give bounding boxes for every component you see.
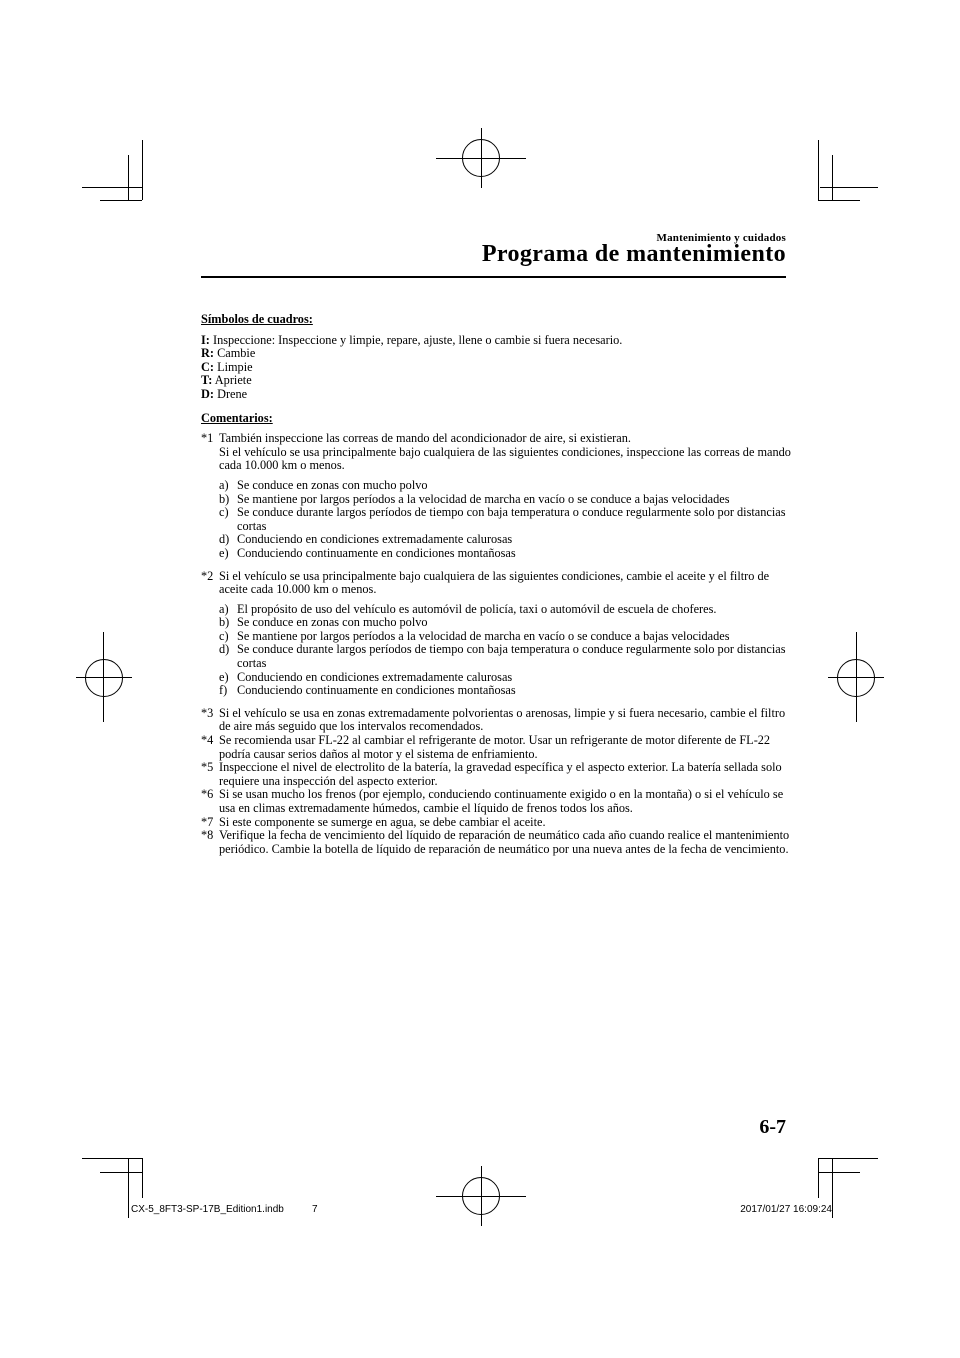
condition-letter: d): [219, 532, 230, 547]
condition-text: Se conduce durante largos períodos de tiempo con baja temperatura o conduce regularmente solo por distancias cortas: [237, 642, 786, 671]
condition-letter: a): [219, 477, 229, 492]
comment-mark: *6: [201, 787, 214, 802]
comment-text: También inspeccione las correas de mando del acondicionador de aire, si existieran.: [219, 431, 631, 446]
symbols-heading: Símbolos de cuadros:: [201, 312, 313, 326]
comment-mark: *2: [201, 568, 214, 583]
comment-mark: *4: [201, 733, 214, 748]
comment-text: Si se usan mucho los frenos (por ejemplo, conduciendo continuamente exigido o en la montaña) o si el vehículo se usa en climas extremadamente húmedos, cambie el líquido de frenos todos los años.: [219, 787, 784, 815]
comment-text: Se recomienda usar FL-22 al cambiar el refrigerante de motor. Usar un refrigerante de motor diferente de FL-22 podría causar serios daños al motor y el sistema de enfriamiento.: [219, 733, 771, 761]
condition-item: [219, 616, 791, 630]
condition-text: Conduciendo continuamente en condiciones montañosas: [237, 683, 516, 698]
comment-note: [201, 432, 791, 473]
symbol-text: Limpie: [217, 359, 253, 374]
symbol-item: [201, 374, 791, 388]
condition-item: [219, 684, 791, 698]
comment-mark: *5: [201, 760, 214, 775]
footer-file: CX-5_8FT3-SP-17B_Edition1.indb: [131, 1204, 284, 1215]
condition-letter: a): [219, 601, 229, 616]
condition-letter: c): [219, 505, 229, 520]
symbol-item: [201, 388, 791, 402]
condition-letter: d): [219, 642, 230, 657]
comments-heading: Comentarios:: [201, 410, 273, 425]
condition-text: Conduciendo en condiciones extremadamente calurosas: [237, 532, 513, 547]
condition-letter: f): [219, 683, 228, 698]
title-rule: [201, 276, 786, 278]
condition-item: [219, 547, 791, 561]
condition-item: [219, 643, 791, 670]
condition-letter: e): [219, 669, 229, 684]
comment-note: [201, 570, 791, 597]
section-label: Mantenimiento y cuidados: [656, 232, 786, 244]
condition-text: Se conduce en zonas con mucho polvo: [237, 477, 428, 492]
symbol-text: Drene: [217, 386, 248, 401]
registration-mark-top: [436, 128, 526, 188]
content: [201, 313, 791, 856]
comment-text: Verifique la fecha de vencimiento del líquido de reparación de neumático cada año cuando realice el mantenimiento periódico. Cambie la botella de líquido de reparación de neumático por una nueva antes de la fecha de vencimiento.: [219, 828, 790, 856]
symbol-text: Inspeccione: Inspeccione y limpie, repare, ajuste, llene o cambie si fuera necesario.: [212, 332, 623, 347]
comment-mark: *8: [201, 828, 214, 843]
condition-letter: e): [219, 545, 229, 560]
symbol-key: D:: [201, 386, 214, 401]
condition-item: [219, 630, 791, 644]
condition-text: Conduciendo continuamente en condiciones montañosas: [237, 545, 516, 560]
symbol-item: [201, 347, 791, 361]
condition-letter: c): [219, 628, 229, 643]
condition-item: [219, 506, 791, 533]
symbol-key: I:: [201, 332, 210, 347]
condition-text: Se conduce durante largos períodos de tiempo con baja temperatura o conduce regularmente solo por distancias cortas: [237, 505, 786, 533]
page-number: 6-7: [759, 1116, 786, 1138]
comment-note: [201, 734, 791, 761]
condition-list: [219, 603, 791, 698]
comment-text: Inspeccione el nivel de electrolito de la batería, la gravedad específica y el aspecto exterior. La batería sellada solo requiere una inspección del aspecto exterior.: [219, 760, 782, 788]
condition-item: [219, 479, 791, 493]
comment-mark: *7: [201, 814, 214, 829]
condition-text: Conduciendo en condiciones extremadamente calurosas: [237, 669, 513, 684]
footer-datetime: 2017/01/27 16:09:24: [740, 1204, 832, 1215]
registration-mark-right: [828, 632, 884, 722]
symbol-key: C:: [201, 359, 214, 374]
condition-text: Se mantiene por largos períodos a la velocidad de marcha en vacío o se conduce a bajas velocidades: [237, 628, 730, 643]
footer-page: 7: [312, 1204, 318, 1215]
comment-mark: *3: [201, 705, 214, 720]
registration-mark-left: [76, 632, 132, 722]
comment-note: [201, 788, 791, 815]
comment-text: Si el vehículo se usa principalmente bajo cualquiera de las siguientes condiciones, cambie el aceite y el filtro de aceite cada 10.000 km o menos.: [219, 568, 770, 597]
symbol-key: R:: [201, 346, 214, 361]
comment-text: Si este componente se sumerge en agua, se debe cambiar el aceite.: [219, 814, 546, 829]
page-title: Programa de mantenimiento: [481, 241, 786, 267]
comment-note: [201, 761, 791, 788]
comment-note: [201, 816, 791, 830]
comment-text: Si el vehículo se usa principalmente bajo cualquiera de las siguientes condiciones, inspeccione las correas de mando cada 10.000 km o menos.: [219, 444, 791, 473]
condition-item: [219, 533, 791, 547]
symbols-list: [201, 334, 791, 402]
symbol-text: Cambie: [217, 346, 256, 361]
comment-note: [201, 707, 791, 734]
comments-list: [201, 432, 791, 856]
condition-item: [219, 493, 791, 507]
condition-list: [219, 479, 791, 561]
symbol-item: [201, 361, 791, 375]
condition-item: [219, 603, 791, 617]
registration-mark-bottom: [436, 1166, 526, 1226]
condition-text: Se conduce en zonas con mucho polvo: [237, 615, 428, 630]
comment-mark: *1: [201, 431, 214, 446]
condition-text: Se mantiene por largos períodos a la velocidad de marcha en vacío o se conduce a bajas velocidades: [237, 491, 730, 506]
symbol-key: T:: [201, 373, 213, 388]
condition-item: [219, 671, 791, 685]
symbol-item: [201, 334, 791, 348]
symbol-text: Apriete: [214, 373, 252, 388]
comment-text: Si el vehículo se usa en zonas extremadamente polvorientas o arenosas, limpie y si fuera necesario, cambie el filtro de aire más seguido que los intervalos recomendados.: [219, 705, 786, 734]
condition-letter: b): [219, 491, 230, 506]
comment-note: [201, 829, 791, 856]
condition-letter: b): [219, 615, 230, 630]
condition-text: El propósito de uso del vehículo es automóvil de policía, taxi o automóvil de escuela de choferes.: [237, 601, 717, 616]
